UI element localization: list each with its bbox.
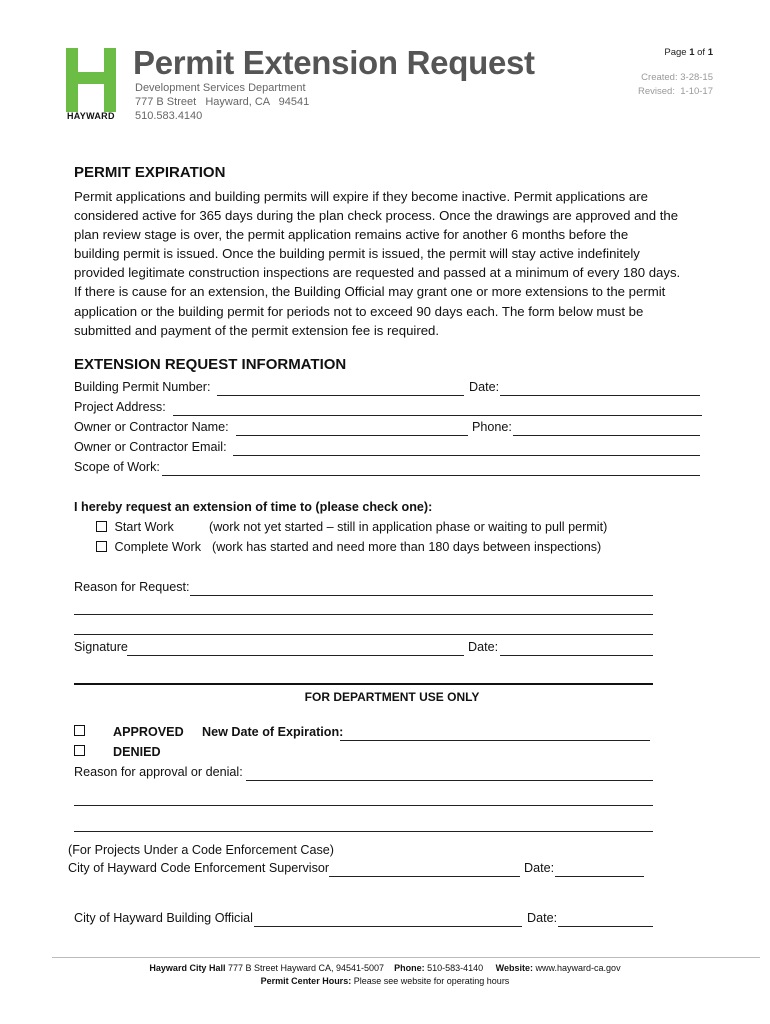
section-heading-expiration: PERMIT EXPIRATION [74,164,226,181]
date-label: Date: [469,380,500,394]
phone-field[interactable] [513,435,700,436]
reason-field-line-3[interactable] [74,634,653,635]
code-supervisor-field[interactable] [329,876,520,877]
signature-date-field[interactable] [500,655,653,656]
owner-email-label: Owner or Contractor Email: [74,440,227,454]
footer-hours: Permit Center Hours: Please see website for operating hours [260,976,510,986]
created-date: Created: 3-28-15 [641,72,713,83]
start-work-checkbox[interactable] [96,521,107,532]
expiration-paragraph: Permit applications and building permits will expire if they become inactive. Permit applications are considered active for 365 days during the plan check process. Once the drawings are approved and the plan review stage is over, the permit application remains active for another 6 months before the building permit is issued. Once the building permit is issued, the permit will stay active indefinitely provided legitimate construction inspections are requested and passed at a minimum of every 180 days. If there is cause for an extension, the Building Official may grant one or more extensions to the permit application or the building permit for periods not to exceed 90 days each. The form below must be submitted and payment of the permit extension fee is required. [74,189,681,338]
approval-reason-field-line-2[interactable] [74,805,653,806]
building-official-field[interactable] [254,926,522,927]
date-field[interactable] [500,395,700,396]
complete-work-label: Complete Work [114,540,202,554]
department-info [135,81,309,123]
signature-label: Signature [74,640,128,654]
building-official-label: City of Hayward Building Official [74,911,253,925]
reason-field-line-2[interactable] [74,614,653,615]
reason-field[interactable] [190,595,653,596]
building-official-date-field[interactable] [558,926,653,927]
department-phone: 510.583.4140 [135,110,203,122]
scope-field[interactable] [162,475,700,476]
option-start-work[interactable] [96,520,174,534]
permit-number-label: Building Permit Number: [74,380,211,394]
denied-option[interactable] [74,744,85,758]
website-link[interactable]: www.hayward-ca.gov [535,963,621,973]
building-official-date-label: Date: [527,911,558,925]
approved-option[interactable] [74,724,85,738]
denied-label: DENIED [113,745,161,759]
approval-reason-field-line-3[interactable] [74,831,653,832]
owner-email-field[interactable] [233,455,700,456]
approval-reason-label: Reason for approval or denial: [74,765,243,779]
department-address: 777 B Street Hayward, CA 94541 [135,96,310,108]
start-work-description: (work not yet started – still in application phase or waiting to pull permit) [209,520,608,534]
denied-checkbox[interactable] [74,745,85,756]
revised-date: Revised: 1-10-17 [638,86,713,97]
reason-label: Reason for Request: [74,580,190,594]
department-name: Development Services Department [135,82,306,94]
signature-field[interactable] [127,655,464,656]
owner-name-label: Owner or Contractor Name: [74,420,229,434]
start-work-label: Start Work [114,520,174,534]
code-supervisor-label: City of Hayward Code Enforcement Supervisor [68,861,330,875]
approved-checkbox[interactable] [74,725,85,736]
department-use-heading: FOR DEPARTMENT USE ONLY [304,690,480,704]
code-supervisor-date-field[interactable] [555,876,644,877]
form-dates [638,71,713,99]
complete-work-checkbox[interactable] [96,541,107,552]
project-address-label: Project Address: [74,400,166,414]
signature-date-label: Date: [468,640,499,654]
hayward-logo-icon [66,48,116,112]
extension-question: I hereby request an extension of time to (please check one): [74,500,433,514]
scope-label: Scope of Work: [74,460,160,474]
section-divider [74,683,653,685]
approved-label: APPROVED [113,725,184,739]
code-case-note: (For Projects Under a Code Enforcement Case) [68,843,334,857]
owner-name-field[interactable] [236,435,468,436]
permit-number-field[interactable] [217,395,464,396]
project-address-field[interactable] [173,415,702,416]
footer-divider [52,957,760,958]
complete-work-description: (work has started and need more than 180 days between inspections) [212,540,602,554]
code-supervisor-date-label: Date: [524,861,555,875]
option-complete-work[interactable] [96,540,201,554]
phone-label: Phone: [472,420,512,434]
new-date-label: New Date of Expiration: [202,725,344,739]
page-title: Permit Extension Request [133,44,535,81]
page-indicator: Page 1 of 1 [664,47,713,58]
approval-reason-field[interactable] [246,780,653,781]
new-date-field[interactable] [340,740,650,741]
footer-contact: Hayward City Hall 777 B Street Hayward CA, 94541-5007 Phone: 510-583-4140 Website: www.hayward-ca.gov [149,963,621,973]
logo-text: HAYWARD [67,111,115,121]
section-heading-request-info: EXTENSION REQUEST INFORMATION [74,356,347,373]
